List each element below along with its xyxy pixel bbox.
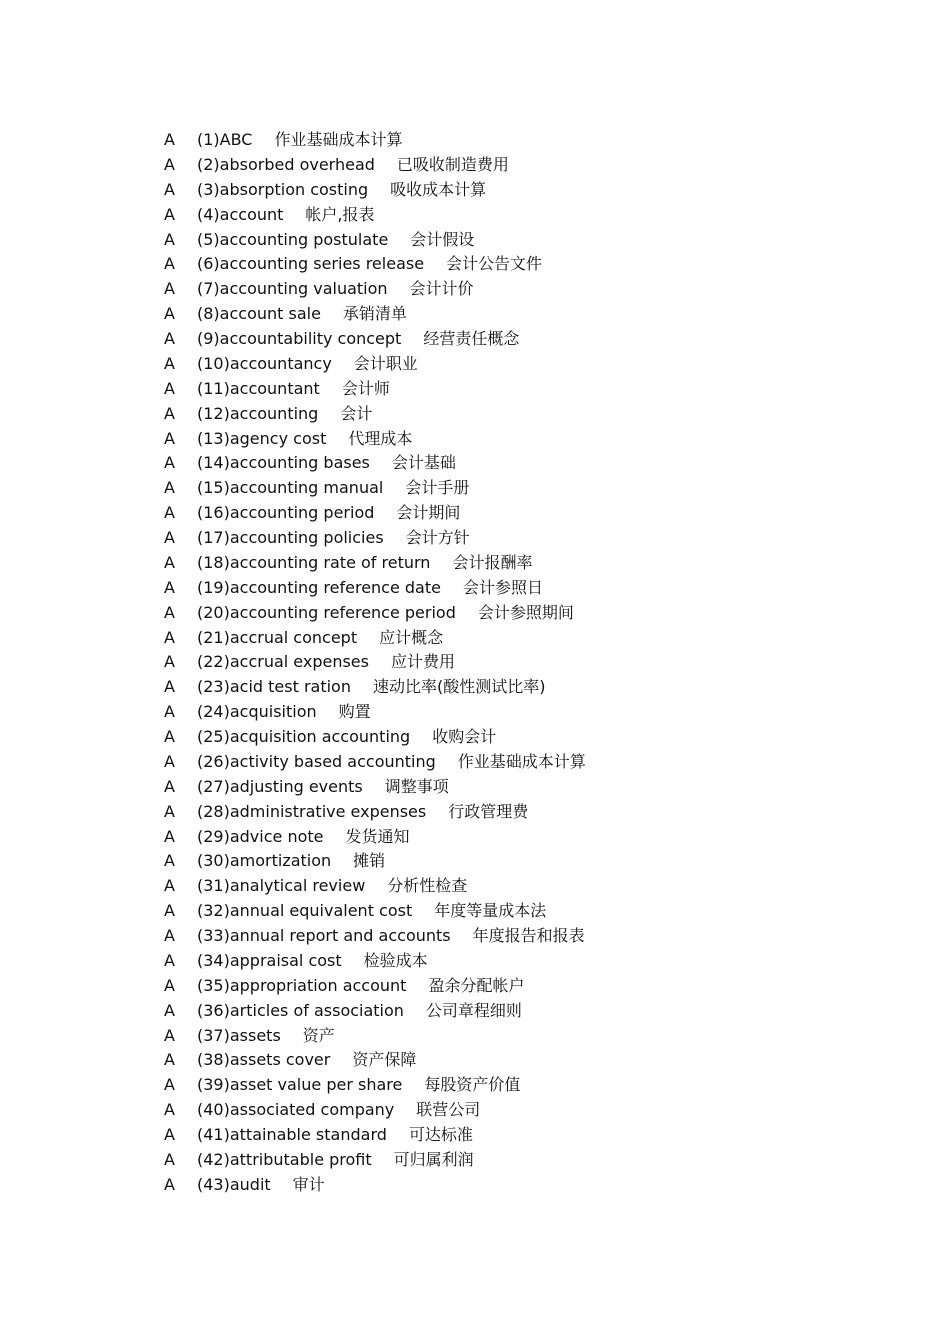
entry-translation: 会计参照期间 [477, 602, 574, 622]
glossary-entry [164, 750, 586, 775]
entry-translation: 会计手册 [405, 478, 470, 498]
entry-translation: 会计方针 [405, 528, 470, 547]
glossary-entry [164, 128, 586, 153]
entry-translation: 速动比率(酸性测试比率) [372, 677, 546, 697]
entry-term: (12)accounting [197, 403, 319, 423]
entry-translation: 应计费用 [390, 652, 455, 672]
entry-term: (5)accounting postulate [197, 229, 389, 249]
glossary-entry [164, 949, 586, 974]
glossary-entry [164, 153, 586, 178]
entry-term: (17)accounting policies [197, 528, 384, 547]
entry-term: (7)accounting valuation [197, 279, 388, 299]
glossary-entry [164, 277, 586, 302]
entry-translation: 代理成本 [348, 428, 413, 448]
entry-letter: A [164, 1075, 175, 1095]
entry-term: (32)annual equivalent cost [197, 901, 413, 921]
entry-translation: 会计参照日 [462, 577, 543, 597]
entry-translation: 会计计价 [409, 279, 474, 299]
entry-translation: 应计概念 [379, 627, 444, 647]
glossary-entry [164, 974, 586, 999]
entry-term: (27)adjusting events [197, 776, 363, 796]
entry-term: (20)accounting reference period [197, 602, 456, 622]
glossary-entry [164, 999, 586, 1024]
entry-letter: A [164, 702, 175, 722]
entry-term: (23)acid test ration [197, 677, 351, 697]
entry-term: (15)accounting manual [197, 478, 384, 498]
entry-translation: 经营责任概念 [423, 329, 520, 348]
entry-letter: A [164, 1000, 175, 1020]
entry-letter: A [164, 353, 175, 373]
entry-translation: 资产 [302, 1025, 335, 1045]
entry-translation: 审计 [292, 1174, 325, 1194]
entry-term: (6)accounting series release [197, 254, 425, 274]
entry-letter: A [164, 552, 175, 572]
entry-term: (3)absorption costing [197, 179, 369, 199]
entry-translation: 公司章程细则 [425, 1000, 522, 1020]
entry-letter: A [164, 1025, 175, 1045]
entry-letter: A [164, 503, 175, 523]
glossary-entry [164, 874, 586, 899]
entry-translation: 帐户,报表 [305, 204, 375, 224]
entry-term: (2)absorbed overhead [197, 154, 375, 174]
entry-translation: 调整事项 [384, 776, 449, 796]
entry-letter: A [164, 677, 175, 697]
glossary-entry [164, 501, 586, 526]
entry-translation: 盈余分配帐户 [428, 975, 525, 995]
entry-translation: 年度等量成本法 [434, 901, 547, 921]
entry-term: (38)assets cover [197, 1050, 331, 1070]
entry-term: (9)accountability concept [197, 329, 402, 348]
entry-term: (33)annual report and accounts [197, 926, 451, 945]
glossary-entry [164, 899, 586, 924]
entry-translation: 年度报告和报表 [472, 926, 585, 945]
entry-term: (37)assets [197, 1025, 281, 1045]
glossary-entry [164, 178, 586, 203]
entry-term: (18)accounting rate of return [197, 552, 431, 572]
entry-term: (30)amortization [197, 851, 332, 871]
entry-term: (41)attainable standard [197, 1125, 387, 1144]
glossary-entry [164, 377, 586, 402]
entry-letter: A [164, 1125, 175, 1144]
entry-letter: A [164, 428, 175, 448]
entry-letter: A [164, 229, 175, 249]
glossary-entry [164, 800, 586, 825]
glossary-entry [164, 700, 586, 725]
entry-translation: 每股资产价值 [424, 1075, 521, 1095]
entry-letter: A [164, 378, 175, 398]
entry-letter: A [164, 130, 175, 149]
entry-letter: A [164, 950, 175, 970]
glossary-entry [164, 551, 586, 576]
glossary-entry [164, 1048, 586, 1073]
entry-term: (19)accounting reference date [197, 577, 441, 597]
entry-translation: 收购会计 [432, 727, 497, 746]
entry-letter: A [164, 204, 175, 224]
entry-term: (43)audit [197, 1174, 271, 1194]
entry-translation: 资产保障 [352, 1050, 417, 1070]
glossary-entry [164, 228, 586, 253]
entry-term: (13)agency cost [197, 428, 327, 448]
glossary-entry [164, 1173, 586, 1198]
entry-translation: 承销清单 [342, 304, 407, 324]
entry-translation: 会计期间 [396, 503, 461, 523]
entry-letter: A [164, 851, 175, 871]
glossary-entry [164, 650, 586, 675]
entry-letter: A [164, 751, 175, 771]
entry-translation: 吸收成本计算 [390, 179, 487, 199]
glossary-entry [164, 302, 586, 327]
entry-translation: 购置 [338, 702, 371, 722]
entry-translation: 会计报酬率 [452, 552, 533, 572]
entry-letter: A [164, 577, 175, 597]
entry-letter: A [164, 1100, 175, 1120]
glossary-entry [164, 825, 586, 850]
entry-letter: A [164, 602, 175, 622]
entry-term: (8)account sale [197, 304, 321, 324]
entry-letter: A [164, 1149, 175, 1169]
glossary-entry [164, 1123, 586, 1148]
entry-letter: A [164, 776, 175, 796]
entry-translation: 检验成本 [363, 950, 428, 970]
entry-term: (21)accrual concept [197, 627, 358, 647]
entry-letter: A [164, 801, 175, 821]
entry-term: (26)activity based accounting [197, 751, 436, 771]
entry-letter: A [164, 826, 175, 846]
entry-letter: A [164, 329, 175, 348]
glossary-list [164, 128, 586, 1198]
glossary-entry [164, 402, 586, 427]
glossary-entry [164, 451, 586, 476]
glossary-entry [164, 1098, 586, 1123]
entry-term: (29)advice note [197, 826, 324, 846]
entry-letter: A [164, 975, 175, 995]
entry-letter: A [164, 652, 175, 672]
glossary-entry [164, 1024, 586, 1049]
glossary-entry [164, 1148, 586, 1173]
entry-translation: 发货通知 [345, 826, 410, 846]
entry-letter: A [164, 403, 175, 423]
entry-translation: 已吸收制造费用 [396, 154, 509, 174]
glossary-entry [164, 601, 586, 626]
glossary-entry [164, 352, 586, 377]
entry-term: (16)accounting period [197, 503, 375, 523]
glossary-entry [164, 427, 586, 452]
entry-letter: A [164, 926, 175, 945]
entry-term: (39)asset value per share [197, 1075, 403, 1095]
entry-term: (4)account [197, 204, 284, 224]
entry-letter: A [164, 876, 175, 896]
entry-term: (34)appraisal cost [197, 950, 342, 970]
glossary-entry [164, 675, 586, 700]
glossary-entry [164, 1073, 586, 1098]
entry-letter: A [164, 528, 175, 547]
entry-term: (40)associated company [197, 1100, 395, 1120]
glossary-entry [164, 626, 586, 651]
glossary-entry [164, 252, 586, 277]
entry-translation: 行政管理费 [448, 801, 529, 821]
entry-letter: A [164, 1174, 175, 1194]
entry-term: (11)accountant [197, 378, 320, 398]
entry-translation: 会计假设 [410, 229, 475, 249]
entry-letter: A [164, 1050, 175, 1070]
entry-translation: 作业基础成本计算 [274, 130, 403, 149]
entry-translation: 摊销 [353, 851, 386, 871]
entry-translation: 会计职业 [353, 353, 418, 373]
entry-term: (14)accounting bases [197, 453, 370, 473]
glossary-entry [164, 775, 586, 800]
entry-term: (24)acquisition [197, 702, 317, 722]
glossary-entry [164, 526, 586, 551]
entry-term: (25)acquisition accounting [197, 727, 411, 746]
entry-letter: A [164, 627, 175, 647]
entry-letter: A [164, 179, 175, 199]
entry-translation: 分析性检查 [387, 876, 468, 896]
entry-term: (28)administrative expenses [197, 801, 427, 821]
glossary-entry [164, 476, 586, 501]
entry-translation: 可达标准 [408, 1125, 473, 1144]
entry-translation: 会计基础 [391, 453, 456, 473]
entry-letter: A [164, 154, 175, 174]
glossary-entry [164, 725, 586, 750]
glossary-entry [164, 924, 586, 949]
glossary-entry [164, 327, 586, 352]
glossary-entry [164, 576, 586, 601]
entry-term: (1)ABC [197, 130, 253, 149]
entry-term: (42)attributable profit [197, 1149, 372, 1169]
entry-translation: 会计公告文件 [446, 254, 543, 274]
entry-letter: A [164, 254, 175, 274]
entry-translation: 可归属利润 [393, 1149, 474, 1169]
entry-translation: 会计 [340, 403, 373, 423]
entry-term: (35)appropriation account [197, 975, 407, 995]
entry-translation: 联营公司 [416, 1100, 481, 1120]
entry-letter: A [164, 279, 175, 299]
entry-letter: A [164, 453, 175, 473]
entry-letter: A [164, 304, 175, 324]
entry-term: (10)accountancy [197, 353, 332, 373]
glossary-entry [164, 849, 586, 874]
entry-term: (36)articles of association [197, 1000, 404, 1020]
entry-letter: A [164, 727, 175, 746]
entry-term: (22)accrual expenses [197, 652, 369, 672]
entry-translation: 作业基础成本计算 [457, 751, 586, 771]
entry-term: (31)analytical review [197, 876, 366, 896]
entry-letter: A [164, 478, 175, 498]
entry-translation: 会计师 [341, 378, 390, 398]
glossary-entry [164, 203, 586, 228]
entry-letter: A [164, 901, 175, 921]
